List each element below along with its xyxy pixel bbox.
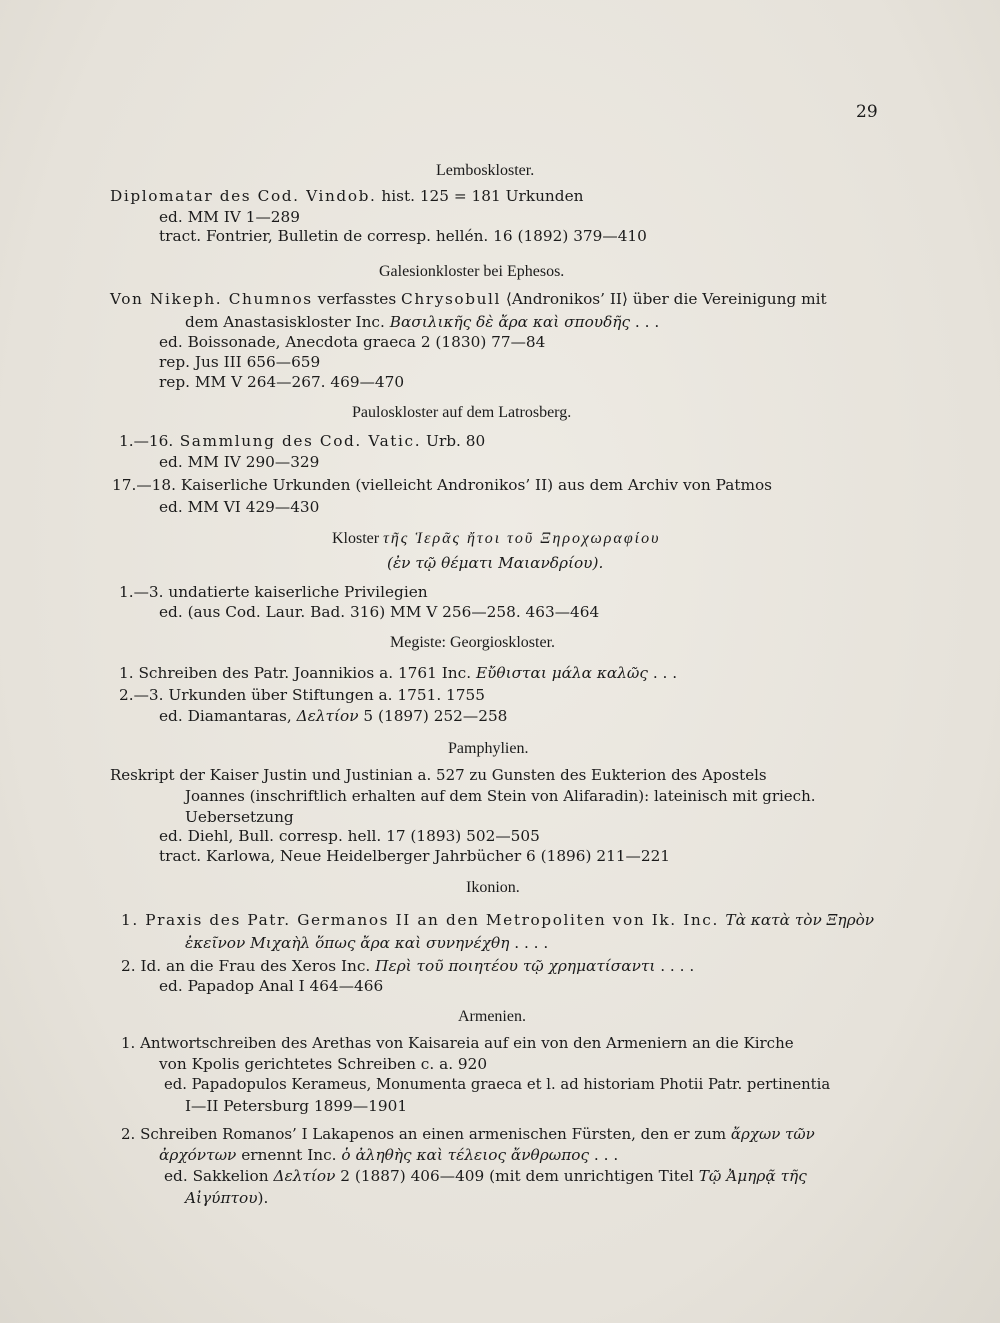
ikonion-line-3 — [121, 957, 694, 975]
pamphylien-line-2: Joannes (inschriftlich erhalten auf dem Stein von Alifaradin): lateinisch mit griech. — [185, 787, 816, 805]
paulos-l1-c: Urb. 80 — [421, 432, 486, 450]
section-title-ieras — [332, 530, 660, 548]
ikonion-l1-a: 1. Praxis des Patr. Germanos II an den Metropoliten von Ik. Inc. — [121, 911, 726, 929]
armenien-line-3: ed. Papadopulos Kerameus, Monumenta graeca et l. ad historiam Photii Patr. pertinentia — [164, 1076, 831, 1093]
lembos-line-3: tract. Fontrier, Bulletin de corresp. hellén. 16 (1892) 379—410 — [159, 227, 647, 245]
section-title-lembos: Lemboskloster. — [436, 162, 535, 179]
armenien-line-7 — [164, 1167, 807, 1185]
armenien-line-8 — [185, 1189, 268, 1207]
megiste-line-3 — [159, 707, 507, 725]
paulos-l1-a: 1.—16. — [119, 432, 174, 450]
galesion-l2-a: dem Anastasiskloster Inc. — [185, 313, 390, 331]
page-number: 29 — [856, 102, 878, 122]
armenien-line-5 — [121, 1125, 815, 1143]
ikonion-l3-b: . . . . — [655, 957, 695, 975]
section-title-pamphylien: Pamphylien. — [448, 740, 529, 757]
section-title-ikonion: Ikonion. — [466, 879, 520, 896]
galesion-l1-d: ⟨Andronikos’ II⟩ über die Vereinigung mit — [501, 290, 827, 308]
pamphylien-line-4: ed. Diehl, Bull. corresp. hell. 17 (1893) 502—505 — [159, 827, 540, 845]
ikonion-l2-b: . . . . — [509, 934, 549, 952]
armenien-l7-b: 2 (1887) 406—409 (mit dem unrichtigen Titel — [335, 1167, 699, 1185]
ieras-title-greek: τῆς Ἱερᾶς ἤτοι τοῦ Ξηροχωραφίου — [383, 530, 661, 547]
paulos-line-1 — [119, 432, 485, 450]
megiste-l1-b: . . . — [647, 664, 678, 682]
megiste-l1-a: 1. Schreiben des Patr. Joannikios a. 1761 Inc. — [119, 664, 476, 682]
galesion-line-1 — [110, 290, 827, 308]
galesion-l1-c: Chrysobull — [401, 290, 502, 308]
section-title-megiste: Megiste: Georgioskloster. — [390, 634, 556, 651]
galesion-line-2 — [185, 313, 659, 331]
ieras-line-2: ed. (aus Cod. Laur. Bad. 316) MM V 256—258. 463—464 — [159, 603, 600, 621]
ikonion-l3-greek: Περὶ τοῦ ποιητέου τῷ χρηματίσαντι — [375, 957, 656, 975]
galesion-l2-b: . . . — [630, 313, 660, 331]
galesion-line-3: ed. Boissonade, Anecdota graeca 2 (1830) 77—84 — [159, 333, 546, 351]
megiste-line-1 — [119, 664, 677, 682]
megiste-l1-greek: Εὔθισται μάλα καλῶς — [475, 664, 648, 682]
megiste-line-2: 2.—3. Urkunden über Stiftungen a. 1751. 1755 — [119, 686, 485, 704]
megiste-l3-b: 5 (1897) 252—258 — [358, 707, 508, 725]
armenien-l7-greek: Δελτίον — [273, 1167, 336, 1185]
galesion-l1-b: verfasstes — [312, 290, 402, 308]
galesion-l2-greek: Βασιλικῆς δὲ ἄρα καὶ σπουδῆς — [389, 313, 631, 331]
armenien-l6-b: . . . — [589, 1146, 619, 1164]
lembos-l1-spaced: Diplomatar des Cod. Vindob. — [110, 187, 377, 205]
armenien-l8-greek: Αἰγύπτου — [185, 1189, 258, 1207]
ikonion-line-4: ed. Papadop Anal I 464—466 — [159, 977, 384, 995]
section-title-armenien: Armenien. — [458, 1008, 526, 1025]
pamphylien-line-1: Reskript der Kaiser Justin und Justinian a. 527 zu Gunsten des Eukterion des Apostels — [110, 766, 767, 784]
ikonion-line-1 — [121, 911, 874, 929]
section-title-galesion: Galesionkloster bei Ephesos. — [379, 263, 565, 280]
megiste-l3-greek: Δελτίον — [296, 707, 359, 725]
lembos-line-1 — [110, 187, 584, 205]
galesion-line-4: rep. Jus III 656—659 — [159, 353, 321, 371]
paulos-l1-b: Sammlung des Cod. Vatic. — [173, 432, 422, 450]
lembos-line-2: ed. MM IV 1—289 — [159, 208, 300, 226]
armenien-l5-a: 2. Schreiben Romanos’ I Lakapenos an einen armenischen Fürsten, den er zum — [121, 1125, 731, 1143]
armenien-l7-a: ed. Sakkelion — [164, 1167, 274, 1185]
section-title-paulos: Pauloskloster auf dem Latrosberg. — [352, 404, 572, 421]
paulos-line-3: 17.—18. Kaiserliche Urkunden (vielleicht Andronikos’ II) aus dem Archiv von Patmos — [112, 476, 773, 494]
ikonion-l2-greek: ἐκεῖνον Μιχαὴλ ὅπως ἄρα καὶ συνηνέχθη — [185, 934, 510, 952]
ikonion-l1-greek: Τὰ κατὰ τὸν Ξηρὸν — [725, 911, 875, 929]
armenien-line-1: 1. Antwortschreiben des Arethas von Kaisareia auf ein von den Armeniern an die Kirche — [121, 1034, 794, 1052]
armenien-l5-greek: ἄρχων τῶν — [730, 1125, 815, 1143]
paulos-line-2: ed. MM IV 290—329 — [159, 453, 320, 471]
armenien-l7-greek-2: Τῷ Ἀμηρᾷ τῆς — [698, 1167, 807, 1185]
ieras-line-1: 1.—3. undatierte kaiserliche Privilegien — [119, 583, 428, 601]
megiste-l3-a: ed. Diamantaras, — [159, 707, 297, 725]
armenien-line-6 — [159, 1146, 618, 1164]
pamphylien-line-5: tract. Karlowa, Neue Heidelberger Jahrbücher 6 (1896) 211—221 — [159, 847, 671, 865]
ieras-title-a: Kloster — [332, 530, 384, 547]
ikonion-l3-a: 2. Id. an die Frau des Xeros Inc. — [121, 957, 376, 975]
galesion-l1-a: Von Nikeph. Chumnos — [110, 290, 313, 308]
armenien-line-4: I—II Petersburg 1899—1901 — [185, 1097, 408, 1115]
armenien-l6-greek-2: ὁ ἀληθὴς καὶ τέλειος ἄνθρωπος — [341, 1146, 590, 1164]
paulos-line-4: ed. MM VI 429—430 — [159, 498, 320, 516]
armenien-line-2: von Kpolis gerichtetes Schreiben c. a. 920 — [159, 1055, 488, 1073]
lembos-l1-rest: hist. 125 = 181 Urkunden — [376, 187, 584, 205]
ikonion-line-2 — [185, 934, 548, 952]
armenien-l6-a: ernennt Inc. — [236, 1146, 342, 1164]
ieras-subtitle: (ἐν τῷ θέματι Μαιανδρίου). — [387, 554, 604, 572]
galesion-line-5: rep. MM V 264—267. 469—470 — [159, 373, 405, 391]
armenien-l8-b: ). — [257, 1189, 269, 1207]
armenien-l6-greek: ἀρχόντων — [159, 1146, 237, 1164]
pamphylien-line-3: Uebersetzung — [185, 808, 294, 826]
